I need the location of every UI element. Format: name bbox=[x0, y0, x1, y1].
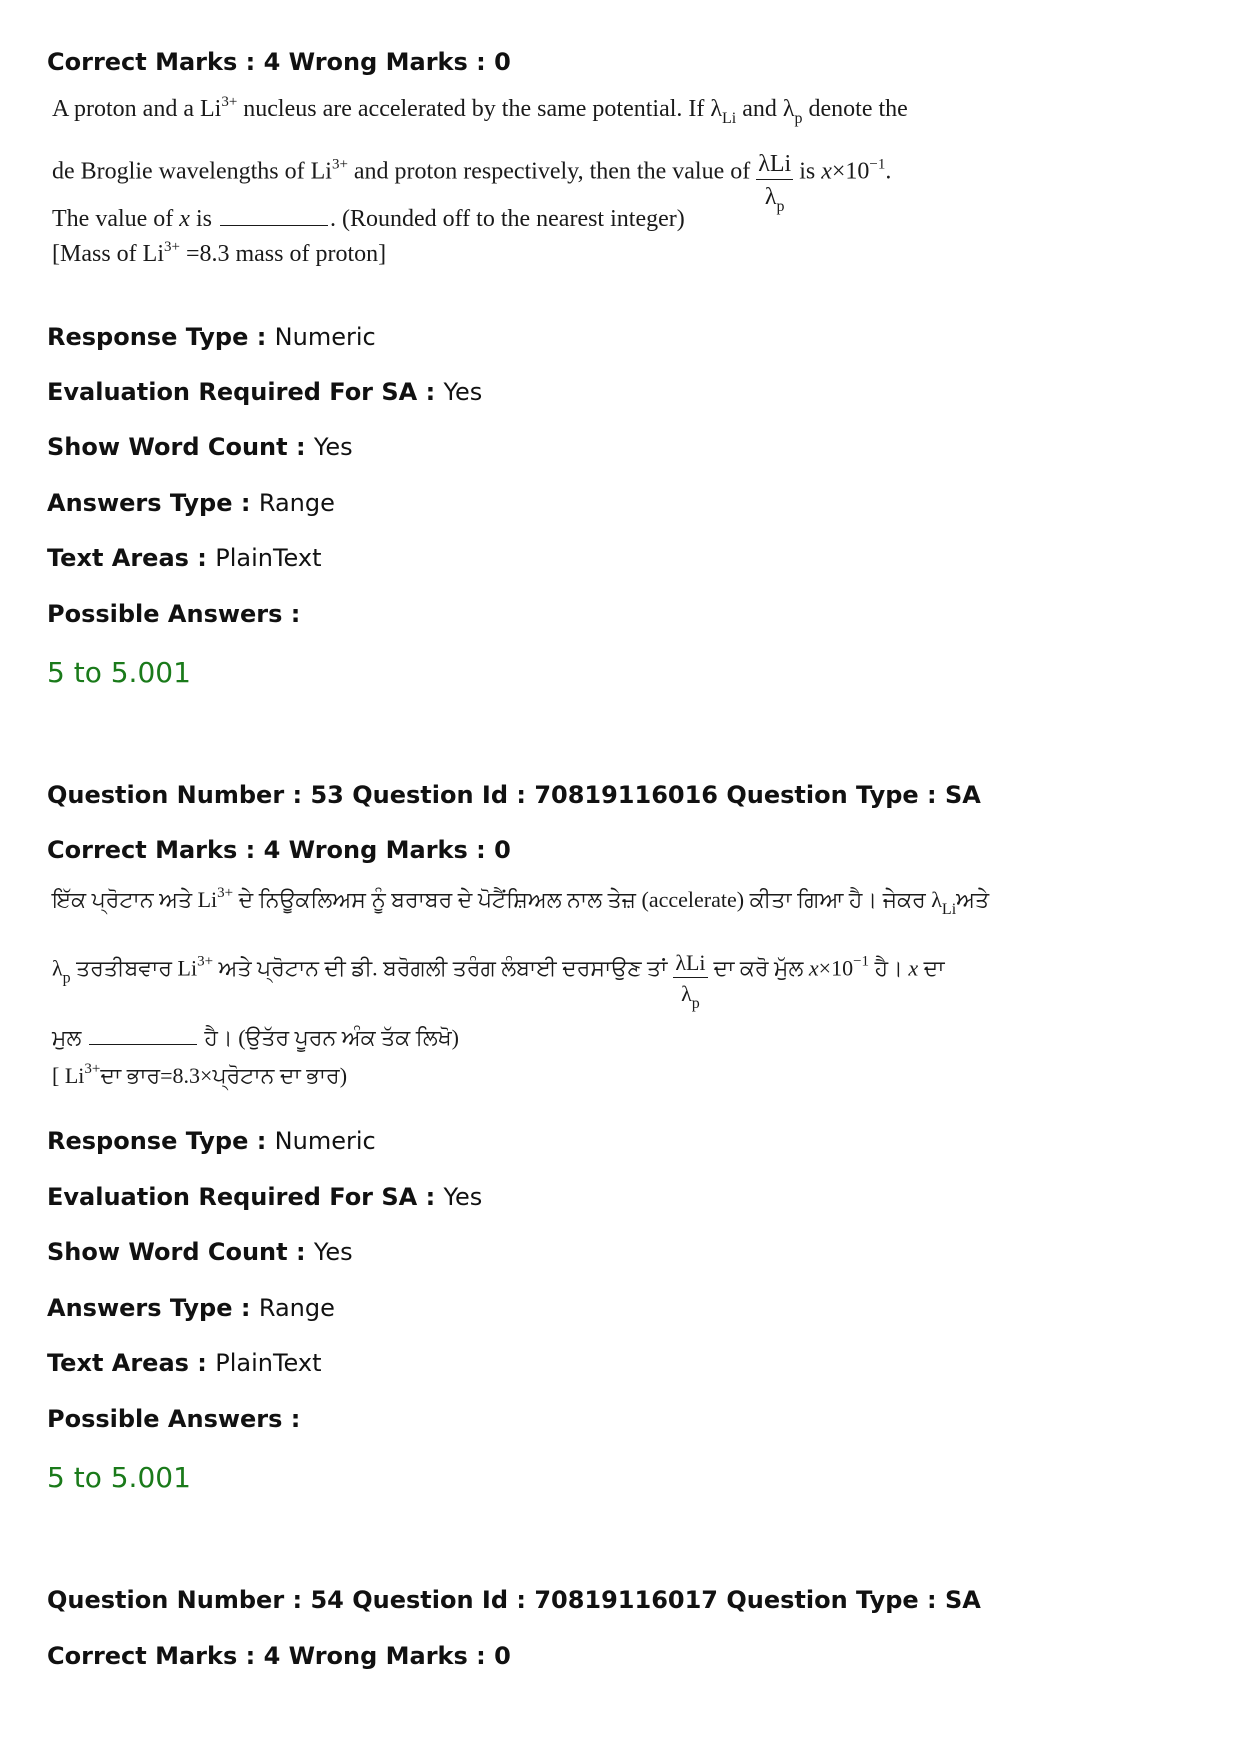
wrong-marks-label: Wrong Marks : bbox=[280, 1642, 495, 1670]
correct-marks-label: Correct Marks : bbox=[47, 836, 264, 864]
q52-answers-type: Answers Type : Range bbox=[47, 489, 335, 517]
wrong-marks-value: 0 bbox=[494, 48, 511, 76]
q52-possible-answers-label: Possible Answers : bbox=[47, 600, 301, 628]
q52-evaluation-required: Evaluation Required For SA : Yes bbox=[47, 378, 483, 406]
wrong-marks-label: Wrong Marks : bbox=[280, 836, 495, 864]
q52-marks bbox=[47, 47, 511, 77]
q53-question-line-4: [ $Li^{3+}ਦਾ$ ਭਾਰ=8.3×ਪ੍ਰੋਟਾਨ ਦਾ ਭਾਰ) bbox=[52, 1061, 348, 1088]
q53-answers-type: Answers Type : Range bbox=[47, 1294, 335, 1322]
q53-question-line-2: $\lambda_p$ ਤਰਤੀਬਵਾਰ $Li^{3+}$ ਅਤੇ ਪ੍ਰੋਟਾਨ ਦੀ ਡੀ. ਬਰੋਗਲੀ ਤਰੰਗ ਲੰਬਾਈ ਦਰਸਾਉਣ ਤਾਂ $\frac{\text{λLi}}{\lambda_p}$ ਦਾ ਕਰੋ ਮੁੱਲ $x\times 10^{-1}$ ਹੈ। x ਦਾ bbox=[52, 950, 945, 1013]
answer-blank bbox=[220, 207, 328, 226]
q52-question-line-1: A proton and a $Li^{3+}$ nucleus are accelerated by the same potential. If $\lambda_{Li}$ and $\lambda_p$ denote the bbox=[52, 94, 908, 127]
q53-header: Question Number : 53 Question Id : 70819116016 Question Type : SA bbox=[47, 781, 981, 809]
q53-evaluation-required: Evaluation Required For SA : Yes bbox=[47, 1183, 483, 1211]
correct-marks-label: Correct Marks : bbox=[47, 1642, 264, 1670]
correct-marks-value: 4 bbox=[263, 1642, 281, 1670]
answer-blank bbox=[89, 1026, 197, 1045]
q53-marks bbox=[47, 835, 511, 865]
q53-question-line-1: ਇੱਕ ਪ੍ਰੋਟਾਨ ਅਤੇ $Li^{3+}$ ਦੇ ਨਿਊਕਲਿਅਸ ਨੂੰ ਬਰਾਬਰ ਦੇ ਪੋਟੈਂਸ਼ਿਅਲ ਨਾਲ ਤੇਜ਼ (accelerate) ਕੀਤਾ ਗਿਆ ਹੈ। ਜੇਕਰ $\lambda_{Li}ਅਤੇ$ bbox=[52, 885, 990, 918]
wrong-marks-label: Wrong Marks : bbox=[280, 48, 495, 76]
q53-text-areas: Text Areas : PlainText bbox=[47, 1349, 322, 1377]
q53-possible-answers-label: Possible Answers : bbox=[47, 1405, 301, 1433]
q52-show-word-count: Show Word Count : Yes bbox=[47, 433, 353, 461]
lambda-ratio-fraction: $\frac{\text{λLi}}{\lambda_p}$ bbox=[675, 950, 706, 1013]
q53-show-word-count: Show Word Count : Yes bbox=[47, 1238, 353, 1266]
lambda-ratio-fraction: $\frac{\text{λLi}}{\lambda_p}$ bbox=[758, 151, 792, 216]
q52-possible-answer-value: 5 to 5.001 bbox=[47, 656, 191, 689]
q53-possible-answer-value: 5 to 5.001 bbox=[47, 1461, 191, 1494]
q52-response-type: Response Type : Numeric bbox=[47, 323, 376, 351]
q52-question-line-3: The value of x is . (Rounded off to the nearest integer) bbox=[52, 206, 685, 232]
wrong-marks-value: 0 bbox=[494, 1642, 511, 1670]
correct-marks-value: 4 bbox=[263, 836, 281, 864]
q53-question-line-3: ਮੁਲ ਹੈ। (ਉਤੱਰ ਪੂਰਨ ਅੰਕ ਤੱਕ ਲਿਖੋ) bbox=[52, 1025, 459, 1050]
q54-marks bbox=[47, 1641, 511, 1671]
q52-text-areas: Text Areas : PlainText bbox=[47, 544, 322, 572]
q53-response-type: Response Type : Numeric bbox=[47, 1127, 376, 1155]
correct-marks-value: 4 bbox=[263, 48, 281, 76]
wrong-marks-value: 0 bbox=[494, 836, 511, 864]
q54-header: Question Number : 54 Question Id : 70819116017 Question Type : SA bbox=[47, 1586, 981, 1614]
q52-question-line-2: de Broglie wavelengths of $Li^{3+}$ and proton respectively, then the value of $\frac{\text{λLi}}{\lambda_p}$ is $x\times 10^{-1}$. bbox=[52, 151, 892, 216]
q52-question-line-4: [Mass of $Li^{3+} =8.3$ mass of proton] bbox=[52, 239, 387, 267]
correct-marks-label: Correct Marks : bbox=[47, 48, 264, 76]
